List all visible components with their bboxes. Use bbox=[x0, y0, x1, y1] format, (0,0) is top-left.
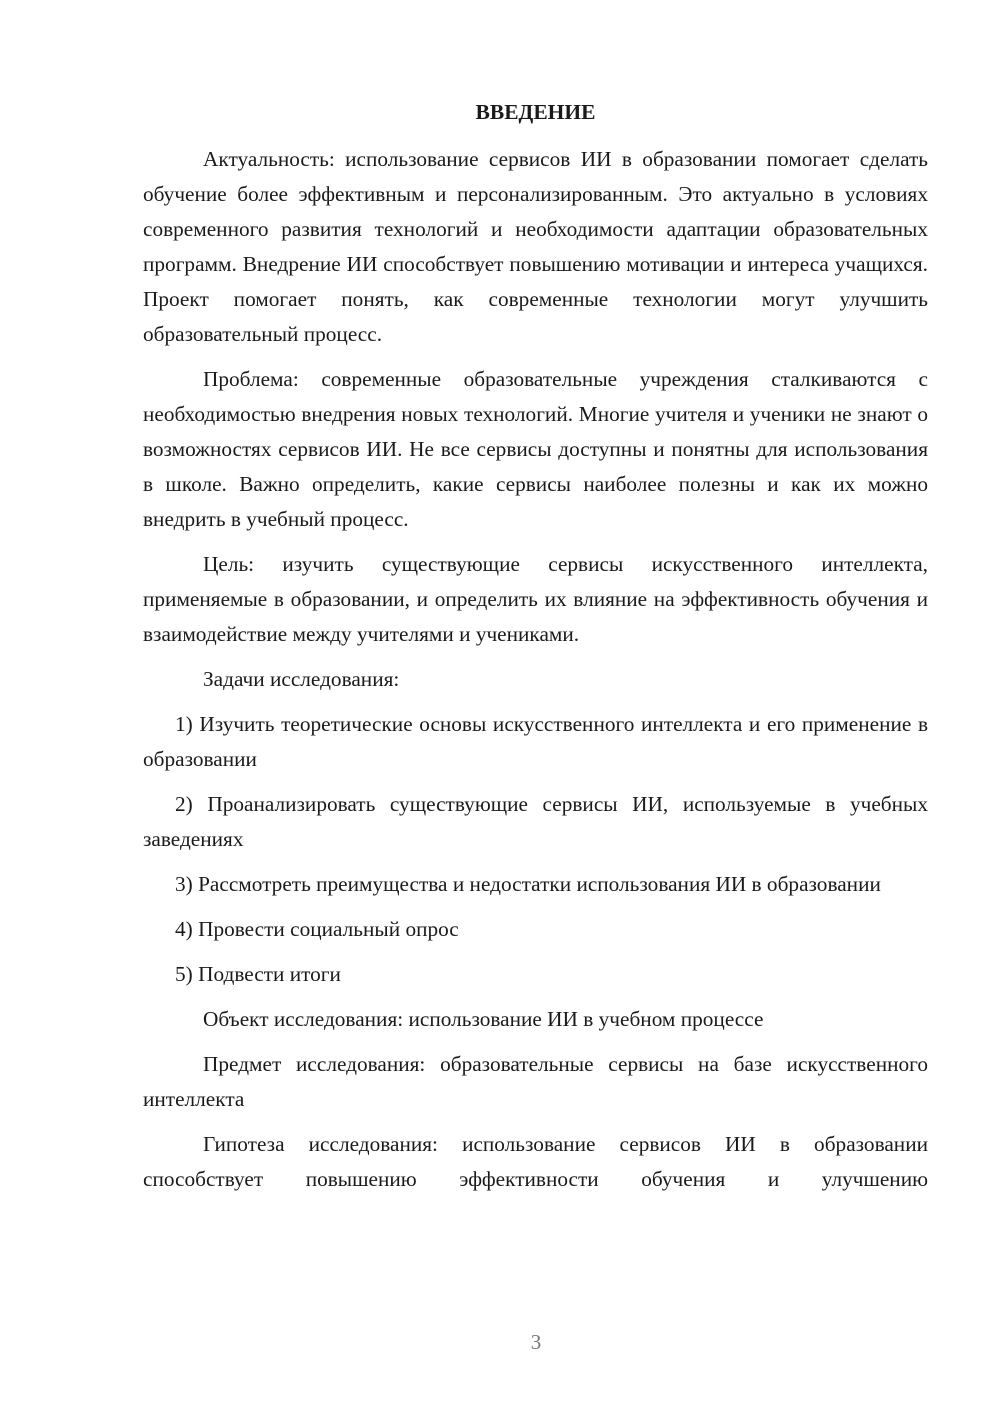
object-paragraph: Объект исследования: использование ИИ в учебном процессе bbox=[203, 1007, 764, 1031]
task-item-2: 2) Проанализировать существующие сервисы ИИ, используемые в учебных заведениях bbox=[143, 792, 928, 851]
document-page bbox=[143, 95, 928, 1197]
task-item-4: 4) Провести социальный опрос bbox=[175, 917, 459, 941]
hypothesis-paragraph: Гипотеза исследования: использование сервисов ИИ в образовании способствует повышению эффективности обучения и улучшению bbox=[143, 1132, 928, 1191]
relevance-paragraph: Актуальность: использование сервисов ИИ в образовании помогает сделать обучение более эффективным и персонализированным. Это актуально в условиях современного развития технологий и необходимости адаптации образовательных программ. Внедрение ИИ способствует повышению мотивации и интереса учащихся. Проект помогает понять, как современные технологии могут улучшить образовательный процесс. bbox=[143, 147, 928, 346]
task-item-5: 5) Подвести итоги bbox=[175, 962, 341, 986]
tasks-heading: Задачи исследования: bbox=[203, 667, 400, 691]
subject-paragraph: Предмет исследования: образовательные сервисы на базе искусственного интеллекта bbox=[143, 1052, 928, 1111]
section-title: ВВЕДЕНИЕ bbox=[475, 100, 596, 124]
goal-paragraph: Цель: изучить существующие сервисы искусственного интеллекта, применяемые в образовании, и определить их влияние на эффективность обучения и взаимодействие между учителями и учениками. bbox=[143, 552, 928, 646]
task-item-3: 3) Рассмотреть преимущества и недостатки использования ИИ в образовании bbox=[175, 872, 881, 896]
problem-paragraph: Проблема: современные образовательные учреждения сталкиваются с необходимостью внедрения новых технологий. Многие учителя и ученики не знают о возможностях сервисов ИИ. Не все сервисы доступны и понятны для использования в школе. Важно определить, какие сервисы наиболее полезны и как их можно внедрить в учебный процесс. bbox=[143, 367, 928, 531]
task-item-1: 1) Изучить теоретические основы искусственного интеллекта и его применение в образовании bbox=[143, 712, 928, 771]
page-number: 3 bbox=[530, 1330, 542, 1354]
